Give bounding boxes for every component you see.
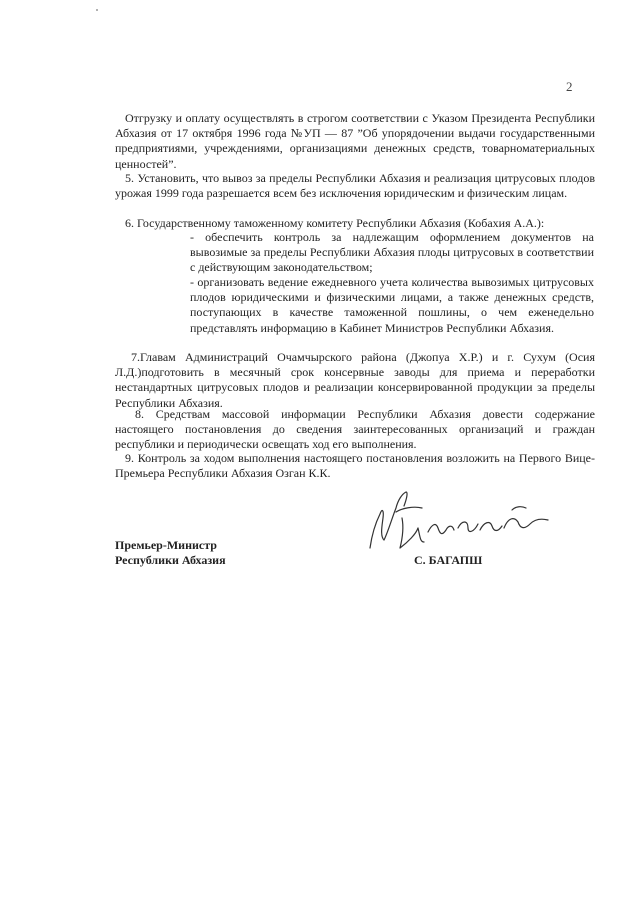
handwritten-signature: [362, 488, 572, 554]
signatory-name: С. БАГАПШ: [414, 553, 483, 567]
paragraph-6-item-2: - организовать ведение ежедневного учета количества вывозимых цитрусовых плодов юридическими и физическими лицами, а также денежных средств, поступающих в качестве таможенной пошлины, о чем еженедельно представлять информацию в Кабинет Министров Республики Абхазия.: [190, 275, 594, 335]
paragraph-6-item-1: - обеспечить контроль за надлежащим оформлением документов на вывозимые за пределы Республики Абхазия плоды цитрусовых в соответствии с действующим законодательством;: [190, 230, 594, 275]
signatory-title-line-1: Премьер-Министр: [115, 538, 217, 552]
paragraph-9: 9. Контроль за ходом выполнения настоящего постановления возложить на Первого Вице-Премьера Республики Абхазия Озган К.К.: [115, 451, 595, 481]
paragraph-continuation: Отгрузку и оплату осуществлять в строгом соответствии с Указом Президента Республики Абхазия от 17 октября 1996 года №УП — 87 ”Об упорядочении выдачи государственными предприятиями, учреждениями, организациями денежных средств, товарноматериальных ценностей”.: [115, 111, 595, 171]
page-number: 2: [566, 79, 573, 94]
scan-speck: [96, 9, 98, 11]
signatory-title: [115, 538, 226, 568]
paragraph-5: 5. Установить, что вывоз за пределы Республики Абхазия и реализация цитрусовых плодов урожая 1999 года разрешается всем без исключения юридическим и физическим лицам.: [115, 171, 595, 201]
paragraph-6: 6. Государственному таможенному комитету Республики Абхазия (Кобахия А.А.):: [125, 216, 545, 230]
paragraph-8: 8. Средствам массовой информации Республики Абхазия довести содержание настоящего постановления до сведения заинтересованных организаций и граждан республики и периодически освещать ход его выполнения.: [115, 407, 595, 452]
paragraph-7: 7.Главам Администраций Очамчырского района (Джопуа Х.Р.) и г. Сухум (Осия Л.Д.)подготовить в месячный срок консервные заводы для приема и переработки нестандартных цитрусовых плодов и реализации консервированной продукции за пределы Республики Абхазия.: [115, 350, 595, 410]
signatory-title-line-2: Республики Абхазия: [115, 553, 226, 567]
